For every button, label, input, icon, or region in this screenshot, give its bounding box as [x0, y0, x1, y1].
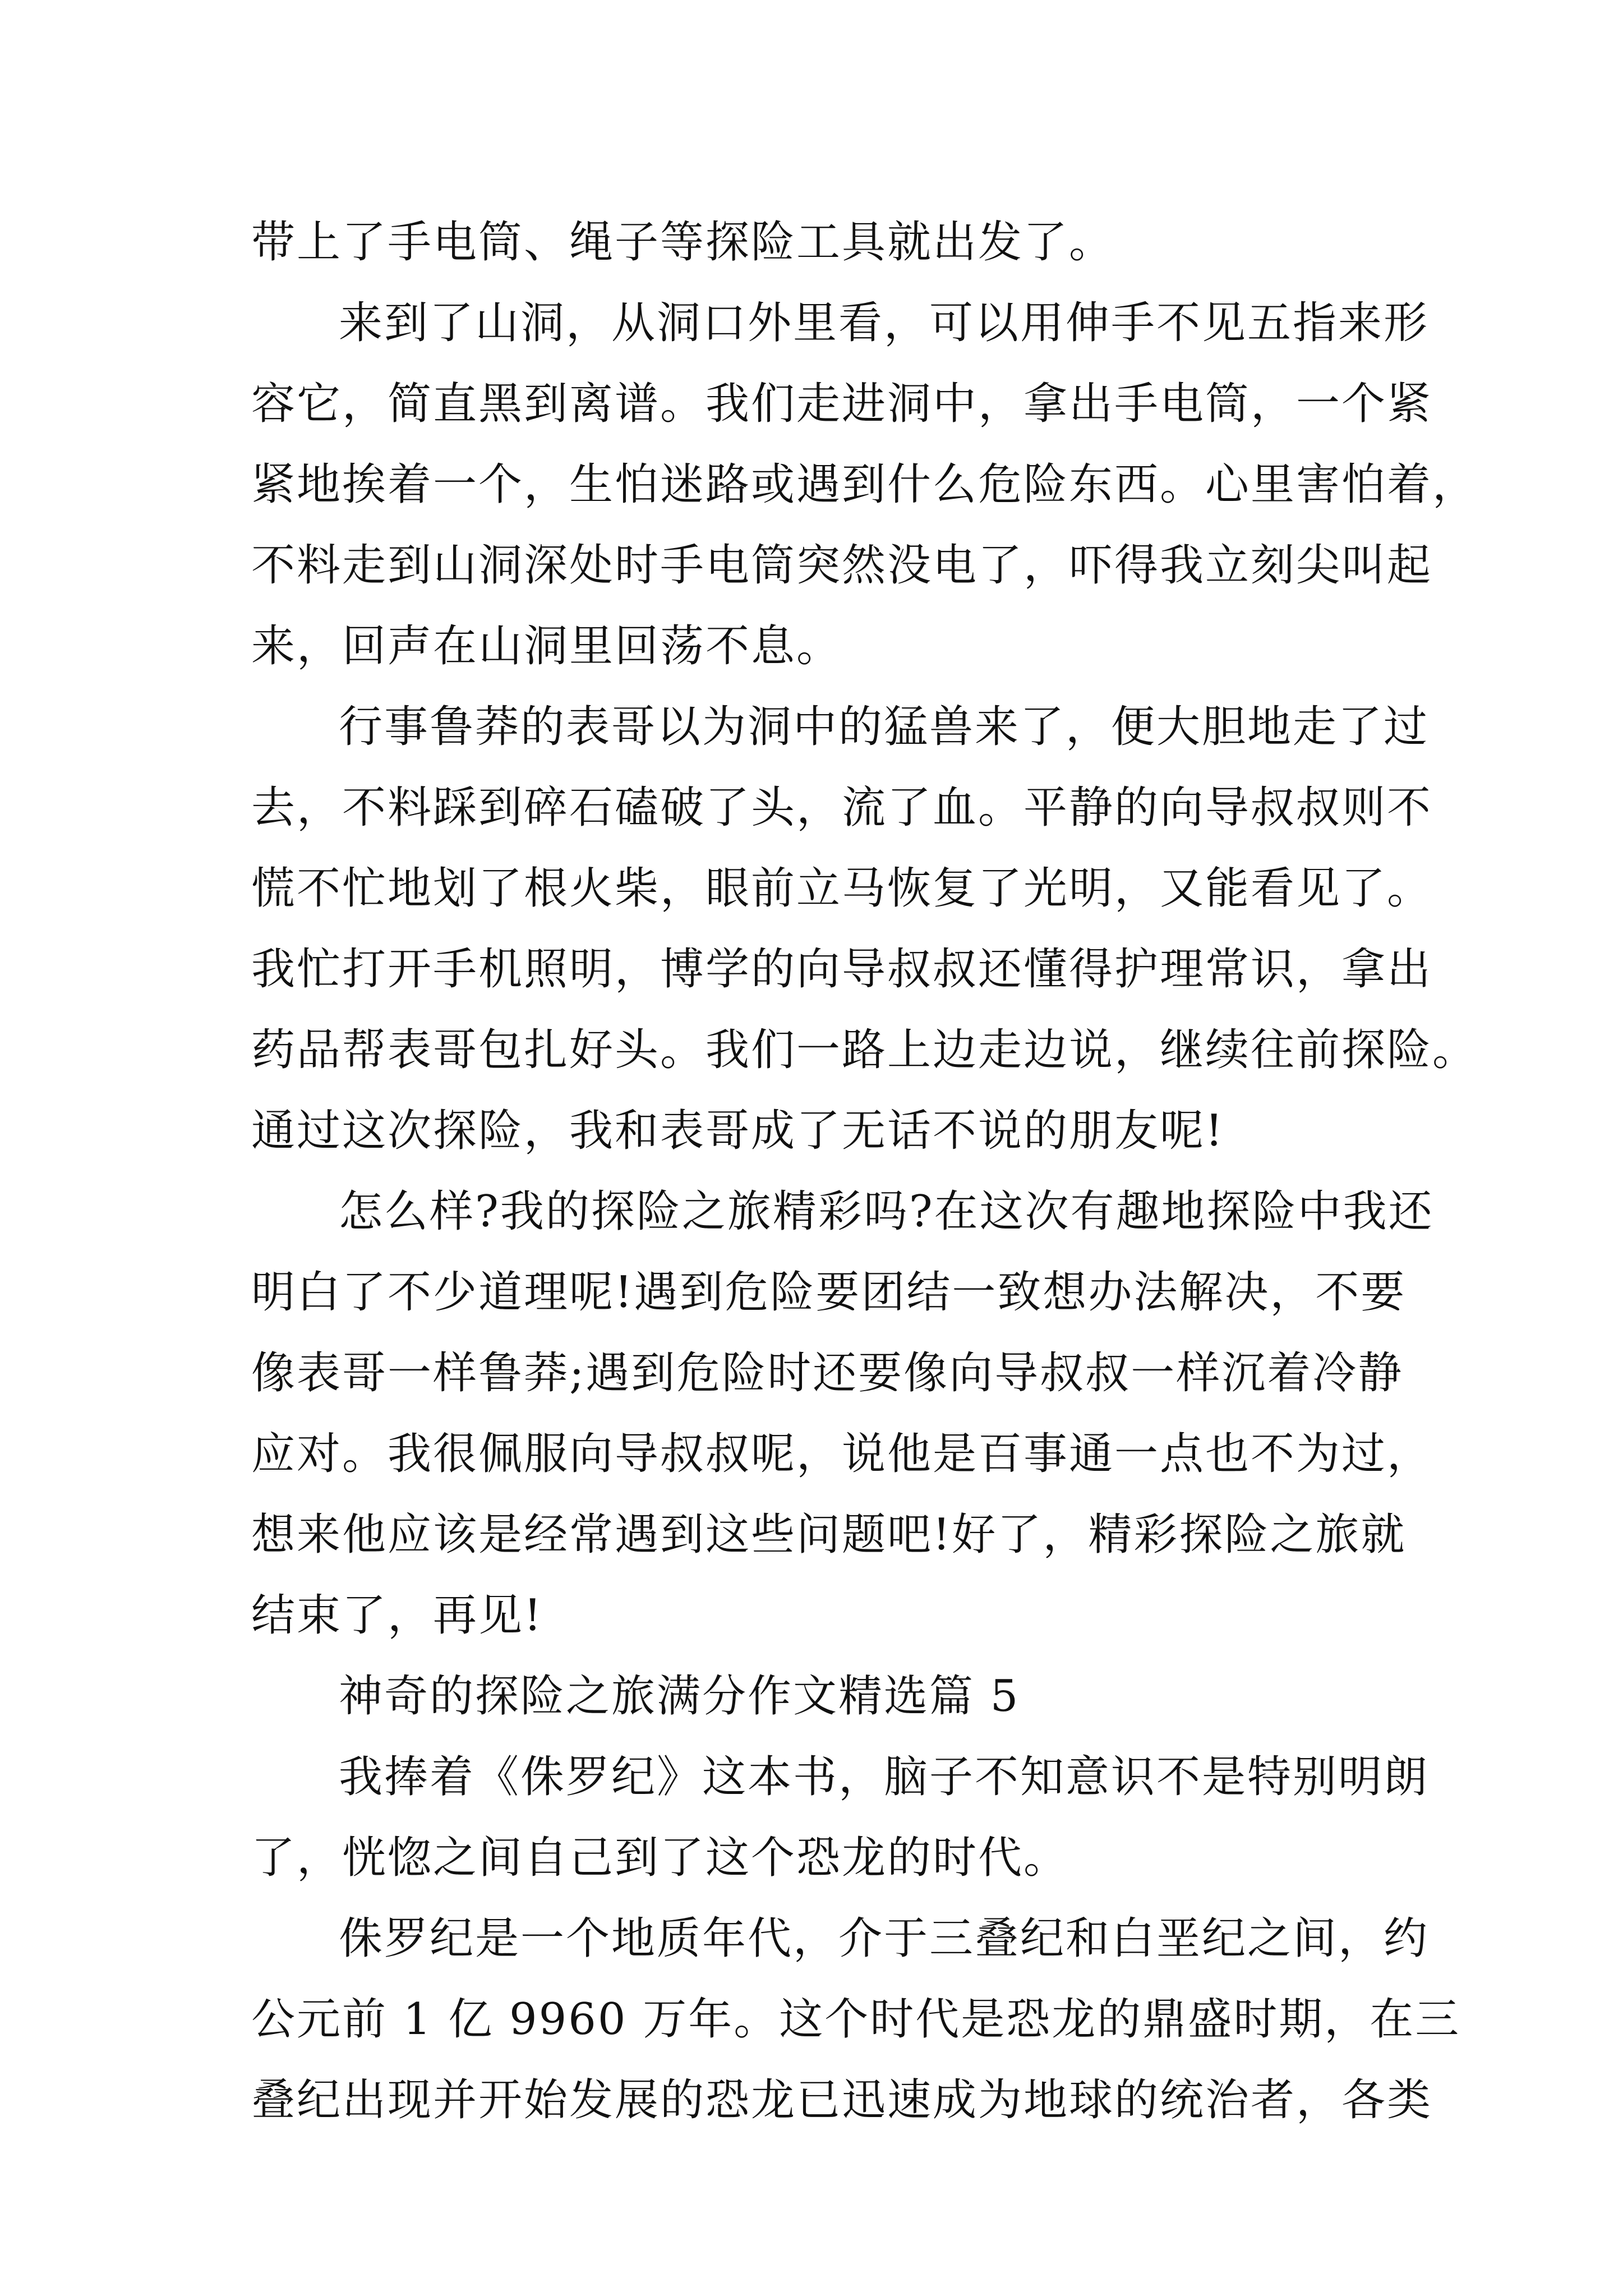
- text-line: 我忙打开手机照明，博学的向导叔叔还懂得护理常识，拿出: [251, 944, 1433, 995]
- text-line: 像表哥一样鲁莽;遇到危险时还要像向导叔叔一样沉着冷静: [251, 1348, 1404, 1398]
- text-line: 药品帮表哥包扎好头。我们一路上边走边说，继续往前探险。: [251, 1025, 1478, 1075]
- text-line: 来，回声在山洞里回荡不息。: [251, 621, 842, 671]
- text-line: 来到了山洞，从洞口外里看，可以用伸手不见五指来形: [339, 298, 1430, 348]
- section-heading: 神奇的探险之旅满分作文精选篇 5: [339, 1671, 1020, 1722]
- text-line: 通过这次探险，我和表哥成了无话不说的朋友呢!: [251, 1106, 1225, 1156]
- text-line: 明白了不少道理呢!遇到危险要团结一致想办法解决，不要: [251, 1267, 1407, 1318]
- text-line: 了，恍惚之间自己到了这个恐龙的时代。: [251, 1833, 1069, 1883]
- text-line: 去，不料踩到碎石磕破了头，流了血。平静的向导叔叔则不: [251, 783, 1433, 833]
- text-line: 侏罗纪是一个地质年代，介于三叠纪和白垩纪之间，约: [339, 1913, 1430, 1964]
- text-line: 紧地挨着一个，生怕迷路或遇到什么危险东西。心里害怕着，: [251, 459, 1478, 510]
- text-line: 公元前 1 亿 9960 万年。这个时代是恐龙的鼎盛时期，在三: [251, 1994, 1461, 2045]
- text-line: 怎么样?我的探险之旅精彩吗?在这次有趣地探险中我还: [339, 1186, 1434, 1237]
- text-line: 不料走到山洞深处时手电筒突然没电了，吓得我立刻尖叫起: [251, 540, 1433, 591]
- text-line: 想来他应该是经常遇到这些问题吧!好了，精彩探险之旅就: [251, 1510, 1407, 1560]
- text-line: 我捧着《侏罗纪》这本书，脑子不知意识不是特别明朗: [339, 1752, 1430, 1802]
- text-line: 容它，简直黑到离谱。我们走进洞中，拿出手电筒，一个紧: [251, 379, 1433, 429]
- text-line: 应对。我很佩服向导叔叔呢，说他是百事通一点也不为过，: [251, 1429, 1433, 1479]
- text-line: 行事鲁莽的表哥以为洞中的猛兽来了，便大胆地走了过: [339, 702, 1430, 752]
- document-body: [251, 202, 1478, 2141]
- text-line: 带上了手电筒、绳子等探险工具就出发了。: [251, 217, 1115, 268]
- text-line: 结束了，再见!: [251, 1590, 543, 1641]
- text-line: 慌不忙地划了根火柴，眼前立马恢复了光明，又能看见了。: [251, 863, 1433, 914]
- text-line: 叠纪出现并开始发展的恐龙已迅速成为地球的统治者，各类: [251, 2075, 1433, 2125]
